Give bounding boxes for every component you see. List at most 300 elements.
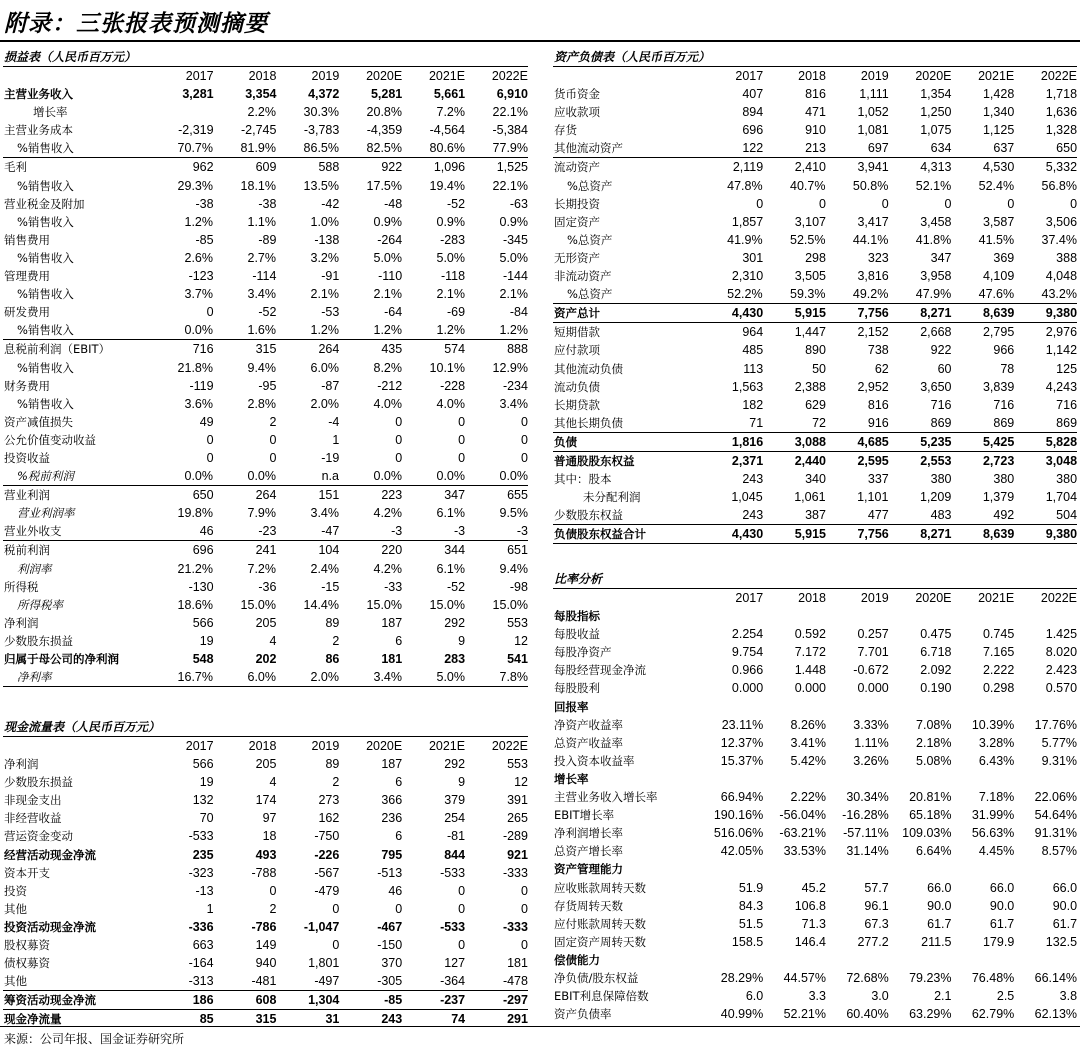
- table-cell: -333: [502, 865, 528, 880]
- table-cell: 716: [1056, 397, 1078, 412]
- table-cell: 0.592: [794, 627, 826, 642]
- table-cell: 553: [507, 757, 528, 772]
- table-row: [3, 809, 528, 827]
- table-cell: 211.5: [921, 934, 952, 949]
- table-cell: 243: [381, 1012, 403, 1027]
- table-cell: -364: [440, 974, 466, 989]
- table-cell: 0: [521, 901, 528, 916]
- table-cell: 127: [444, 956, 466, 971]
- table-cell: 9.754: [731, 645, 764, 660]
- table-cell: 964: [742, 325, 764, 340]
- table-cell: 2: [269, 414, 277, 429]
- balance-sheet-table: [553, 48, 1077, 544]
- table-cell: 6.0: [745, 989, 764, 1004]
- table-cell: 17.5%: [366, 178, 402, 193]
- table-cell: -1,047: [303, 919, 340, 934]
- table-row: [3, 650, 528, 668]
- row-label: 应付款项: [554, 343, 600, 358]
- table-cell: 241: [255, 543, 277, 558]
- row-label: 其中：股本: [554, 472, 612, 487]
- table-cell: 8.2%: [373, 360, 402, 375]
- table-cell: 3,958: [920, 269, 952, 284]
- table-cell: 2,152: [857, 325, 889, 340]
- page-title: 附录：三张报表预测摘要: [4, 10, 268, 36]
- row-label: 负债股东权益合计: [554, 527, 646, 542]
- table-cell: -52: [447, 196, 466, 211]
- table-row: [553, 842, 1077, 860]
- table-cell: 548: [192, 652, 214, 666]
- year-header: 2020E: [366, 69, 403, 83]
- table-cell: 213: [805, 141, 826, 156]
- table-cell: -16.28%: [842, 808, 889, 823]
- row-label: 增长率: [33, 105, 68, 120]
- table-cell: 634: [930, 141, 952, 156]
- table-cell: 16.7%: [177, 670, 213, 685]
- row-label: 偿债能力: [554, 952, 600, 967]
- table-cell: 2.22%: [790, 790, 826, 805]
- table-cell: -38: [258, 196, 277, 211]
- table-cell: 10.39%: [971, 717, 1015, 732]
- table-cell: 869: [993, 415, 1015, 430]
- balance-year-header: [553, 67, 1077, 85]
- table-cell: 62.79%: [971, 1007, 1015, 1022]
- table-cell: -289: [502, 829, 528, 844]
- row-label: 每股收益: [554, 627, 600, 642]
- table-row: [3, 504, 528, 522]
- table-cell: 61.7: [1052, 916, 1078, 931]
- table-cell: 3.26%: [853, 753, 889, 768]
- table-cell: 2.18%: [916, 735, 952, 750]
- table-row: [3, 395, 528, 413]
- table-cell: [952, 770, 1015, 788]
- table-cell: [826, 951, 889, 969]
- table-cell: 96.1: [864, 898, 889, 913]
- table-cell: 6.64%: [916, 844, 952, 859]
- row-label: %销售收入: [17, 250, 74, 265]
- table-cell: 2,440: [794, 453, 826, 468]
- table-cell: 0: [332, 938, 340, 953]
- row-label: 毛利: [4, 160, 27, 175]
- table-cell: 162: [318, 811, 340, 826]
- table-cell: -95: [258, 378, 277, 393]
- table-row: [553, 396, 1077, 414]
- table-cell: 1,101: [857, 490, 889, 505]
- table-cell: 104: [318, 543, 340, 558]
- table-cell: 1,857: [731, 214, 764, 229]
- table-cell: 6.718: [920, 645, 952, 660]
- table-cell: 8,639: [982, 306, 1015, 321]
- table-cell: 0: [206, 450, 214, 465]
- year-header: 2018: [248, 739, 277, 753]
- table-cell: 3,088: [794, 434, 826, 449]
- table-cell: -567: [314, 865, 340, 880]
- year-header: 2017: [185, 739, 214, 753]
- table-row: [553, 933, 1077, 951]
- table-cell: 18.1%: [240, 178, 276, 193]
- table-cell: 20.81%: [909, 790, 952, 805]
- table-cell: -48: [384, 196, 403, 211]
- table-cell: 3.6%: [184, 396, 213, 411]
- table-cell: [826, 860, 889, 878]
- table-cell: 407: [742, 87, 764, 102]
- table-row: [3, 522, 528, 541]
- row-label: 其他流动负债: [554, 361, 623, 376]
- table-cell: 15.0%: [492, 597, 528, 612]
- table-row: [553, 231, 1077, 249]
- table-cell: 637: [993, 141, 1015, 156]
- table-cell: 291: [507, 1012, 528, 1027]
- table-cell: [150, 103, 213, 121]
- table-cell: 8.57%: [1041, 844, 1078, 859]
- table-cell: 235: [192, 847, 214, 862]
- table-cell: 340: [805, 472, 826, 487]
- table-cell: 0: [395, 450, 403, 465]
- row-label: %销售收入: [17, 214, 74, 229]
- table-cell: 301: [742, 250, 764, 265]
- row-label: 资产减值损失: [4, 414, 73, 429]
- table-cell: 19: [199, 633, 214, 648]
- row-label: 筹资活动现金净流: [4, 993, 96, 1008]
- table-row: [3, 541, 528, 559]
- income-year-header: [3, 67, 528, 85]
- table-cell: [763, 860, 826, 878]
- table-cell: 0: [521, 450, 528, 465]
- table-cell: 380: [993, 472, 1015, 487]
- table-cell: 2: [332, 633, 340, 648]
- cash-flow-rows: [3, 755, 528, 1028]
- table-cell: 869: [930, 415, 952, 430]
- table-cell: 844: [444, 847, 466, 862]
- table-cell: 3,816: [857, 269, 889, 284]
- table-cell: 52.2%: [727, 287, 763, 302]
- table-cell: 18.6%: [177, 597, 213, 612]
- table-cell: -33: [384, 579, 403, 594]
- table-cell: 31: [325, 1012, 340, 1027]
- table-row: [3, 413, 528, 431]
- table-row: [553, 806, 1077, 824]
- table-cell: 553: [507, 615, 528, 630]
- table-cell: 7.08%: [916, 717, 952, 732]
- table-row: [3, 936, 528, 954]
- table-cell: 30.3%: [303, 105, 339, 120]
- table-cell: 4,430: [731, 306, 764, 321]
- table-cell: -53: [321, 305, 340, 320]
- year-header: 2018: [798, 591, 826, 605]
- table-cell: -89: [258, 232, 277, 247]
- table-cell: 716: [192, 342, 214, 357]
- table-row: [3, 900, 528, 918]
- table-cell: 1,816: [731, 434, 764, 449]
- table-cell: -788: [251, 865, 277, 880]
- table-cell: 13.5%: [303, 178, 339, 193]
- table-cell: 7.9%: [247, 506, 276, 521]
- table-cell: 0: [756, 196, 764, 211]
- table-cell: 2.254: [731, 627, 764, 642]
- row-label: 净负债/股东权益: [554, 970, 639, 985]
- table-cell: [1014, 770, 1077, 788]
- row-label: 流动负债: [554, 379, 600, 394]
- cash-flow-title: 现金流量表（人民币百万元）: [3, 718, 528, 737]
- table-cell: 2,952: [857, 379, 889, 394]
- table-cell: 19: [199, 775, 214, 790]
- table-row: [3, 990, 528, 1009]
- table-cell: 1,111: [859, 87, 889, 102]
- table-cell: -4: [328, 414, 340, 429]
- table-cell: 6: [395, 633, 403, 648]
- table-cell: [952, 698, 1015, 716]
- row-label: 投资: [4, 883, 27, 898]
- table-cell: 0: [458, 450, 466, 465]
- table-cell: 47.9%: [915, 287, 952, 302]
- table-cell: 122: [742, 141, 764, 156]
- table-cell: 0.570: [1045, 681, 1078, 696]
- table-cell: 816: [867, 397, 889, 412]
- table-cell: 504: [1056, 508, 1078, 523]
- table-cell: -119: [189, 378, 214, 393]
- year-header: 2020E: [915, 591, 952, 605]
- table-cell: 0: [881, 196, 889, 211]
- table-cell: 9: [458, 633, 466, 648]
- row-label: 货币资金: [554, 87, 600, 102]
- table-cell: 6: [395, 829, 403, 844]
- row-label: 税前利润: [4, 543, 50, 558]
- table-cell: 1,379: [982, 490, 1015, 505]
- table-cell: 5.08%: [916, 753, 952, 768]
- table-row: [3, 596, 528, 614]
- table-cell: -138: [314, 232, 340, 247]
- table-cell: 435: [381, 342, 403, 357]
- table-cell: [889, 607, 952, 625]
- table-cell: 283: [444, 652, 466, 666]
- table-cell: 56.63%: [971, 826, 1015, 841]
- table-cell: -513: [377, 865, 403, 880]
- table-cell: 1,354: [920, 87, 952, 102]
- table-row: [3, 231, 528, 249]
- row-label: 其他长期负债: [554, 415, 623, 430]
- table-cell: 4,530: [982, 160, 1015, 175]
- table-cell: 174: [255, 793, 277, 808]
- table-cell: -91: [321, 269, 340, 284]
- table-cell: 2,553: [920, 453, 952, 468]
- table-cell: 47.6%: [978, 287, 1015, 302]
- year-header: 2022E: [1040, 69, 1078, 83]
- table-cell: 1.448: [794, 663, 826, 678]
- table-cell: 66.0: [927, 880, 952, 895]
- header-spacer: [553, 67, 700, 85]
- row-label: %销售收入: [17, 141, 74, 156]
- table-cell: 146.4: [794, 934, 826, 949]
- row-label: 所得税率: [17, 597, 63, 612]
- table-cell: 2.222: [982, 663, 1015, 678]
- table-cell: 0: [944, 196, 952, 211]
- table-cell: 52.5%: [790, 232, 826, 247]
- table-cell: 370: [381, 956, 403, 971]
- table-cell: 2.1%: [310, 287, 339, 302]
- table-cell: -212: [377, 378, 403, 393]
- ratio-year-header: [553, 589, 1077, 607]
- table-cell: 0: [395, 901, 403, 916]
- row-label: 资本开支: [4, 865, 50, 880]
- table-row: [3, 249, 528, 267]
- row-label: 流动资产: [554, 160, 600, 175]
- row-label: 公允价值变动收益: [4, 432, 96, 447]
- table-cell: 264: [255, 488, 277, 503]
- table-cell: [700, 860, 763, 878]
- table-cell: 1,718: [1045, 87, 1078, 102]
- table-cell: 91.31%: [1034, 826, 1078, 841]
- table-cell: 655: [507, 488, 528, 503]
- row-label: 每股净资产: [554, 645, 612, 660]
- table-cell: 566: [192, 615, 214, 630]
- table-cell: 2,976: [1045, 325, 1078, 340]
- table-cell: 3,505: [794, 269, 826, 284]
- table-cell: 9.4%: [247, 360, 276, 375]
- table-row: [3, 614, 528, 632]
- table-cell: 5,915: [794, 306, 826, 321]
- row-label: 增长率: [554, 771, 589, 786]
- row-label: 固定资产周转天数: [554, 934, 646, 949]
- table-cell: 0: [521, 883, 528, 898]
- table-cell: 54.64%: [1034, 808, 1078, 823]
- table-cell: 15.0%: [240, 597, 276, 612]
- table-cell: 869: [1056, 415, 1078, 430]
- table-cell: -19: [321, 450, 340, 465]
- table-cell: 12: [514, 775, 528, 790]
- table-cell: -226: [314, 847, 340, 862]
- table-cell: 816: [805, 87, 826, 102]
- table-cell: 277.2: [857, 934, 889, 949]
- table-cell: 12.37%: [720, 735, 764, 750]
- table-cell: 50.8%: [852, 178, 889, 193]
- table-cell: 2.7%: [247, 250, 276, 265]
- table-cell: -533: [440, 919, 466, 934]
- table-cell: 1,328: [1045, 123, 1078, 138]
- table-cell: 651: [507, 543, 528, 558]
- table-row: [553, 716, 1077, 734]
- table-cell: -5,384: [492, 123, 528, 138]
- row-label: 现金净流量: [4, 1012, 62, 1027]
- table-cell: 3,354: [245, 87, 277, 102]
- table-cell: 15.0%: [366, 597, 402, 612]
- table-cell: -38: [195, 196, 214, 211]
- table-cell: 81.9%: [240, 141, 276, 156]
- table-row: [553, 788, 1077, 806]
- row-label: 每股股利: [554, 681, 600, 696]
- table-cell: 70: [199, 811, 214, 826]
- year-header: 2018: [798, 69, 826, 83]
- table-cell: 366: [381, 793, 403, 808]
- table-cell: 265: [507, 811, 528, 826]
- table-row: [3, 755, 528, 773]
- row-label: 存货周转天数: [554, 898, 623, 913]
- table-cell: 1,081: [857, 123, 889, 138]
- table-row: [553, 951, 1077, 969]
- table-cell: 1,052: [857, 105, 889, 120]
- table-cell: 485: [742, 343, 764, 358]
- table-cell: -479: [314, 883, 340, 898]
- table-cell: 1,636: [1045, 105, 1078, 120]
- table-cell: 2.4%: [310, 561, 339, 576]
- table-cell: -2,745: [241, 123, 277, 138]
- table-cell: 0: [819, 196, 826, 211]
- table-cell: -237: [440, 993, 466, 1008]
- table-cell: 5,332: [1045, 160, 1078, 175]
- table-cell: 1,340: [982, 105, 1015, 120]
- table-cell: 2.8%: [247, 396, 276, 411]
- table-cell: 45.2: [801, 880, 826, 895]
- year-header: 2022E: [1040, 591, 1078, 605]
- table-cell: 0.966: [731, 663, 764, 678]
- row-label: 营业利润: [4, 488, 50, 503]
- table-cell: -323: [188, 865, 214, 880]
- table-cell: 3.33%: [853, 717, 889, 732]
- table-cell: 18: [262, 829, 277, 844]
- table-cell: 1,250: [920, 105, 952, 120]
- table-cell: 6.1%: [436, 561, 465, 576]
- table-cell: 31.99%: [971, 808, 1015, 823]
- table-cell: 0: [1007, 196, 1015, 211]
- row-label: %税前利润: [17, 469, 74, 484]
- table-cell: 86: [325, 652, 340, 666]
- table-cell: 15.0%: [429, 597, 465, 612]
- table-row: [3, 321, 528, 340]
- table-cell: 158.5: [731, 934, 764, 949]
- table-cell: -4,564: [429, 123, 466, 138]
- table-cell: 1,447: [794, 325, 826, 340]
- table-cell: 52.1%: [915, 178, 952, 193]
- table-cell: 72: [812, 415, 826, 430]
- table-cell: 5,828: [1045, 434, 1078, 449]
- table-row: [553, 1005, 1077, 1023]
- row-label: 研发费用: [4, 305, 50, 320]
- title-divider: [0, 40, 1080, 42]
- table-cell: [763, 770, 826, 788]
- table-row: [553, 103, 1077, 121]
- table-cell: 2,371: [731, 453, 764, 468]
- table-cell: -297: [502, 993, 528, 1008]
- table-cell: 323: [867, 250, 889, 265]
- row-label: 非流动资产: [554, 269, 612, 284]
- row-label: 投资收益: [4, 450, 50, 465]
- table-cell: 7,756: [857, 306, 889, 321]
- table-cell: 66.14%: [1034, 970, 1078, 985]
- income-statement-title: 损益表（人民币百万元）: [3, 48, 528, 67]
- table-cell: 3.4%: [310, 506, 339, 521]
- table-cell: 3,650: [920, 379, 952, 394]
- table-cell: [763, 607, 826, 625]
- row-label: 净利润增长率: [554, 826, 623, 841]
- table-cell: -98: [509, 579, 528, 594]
- table-cell: 2.6%: [184, 250, 213, 265]
- table-cell: 2: [332, 775, 340, 790]
- year-header: 2017: [735, 591, 764, 605]
- ratio-analysis-table: [553, 570, 1077, 1023]
- table-cell: 72.68%: [846, 970, 889, 985]
- table-cell: 74: [451, 1012, 466, 1027]
- table-cell: 7.8%: [499, 670, 528, 685]
- table-cell: 23.11%: [721, 717, 764, 732]
- table-cell: [826, 607, 889, 625]
- table-cell: 7.2%: [436, 105, 465, 120]
- table-cell: 7.2%: [247, 561, 276, 576]
- table-cell: 0: [521, 938, 528, 953]
- table-cell: 89: [325, 615, 340, 630]
- table-row: [553, 969, 1077, 987]
- table-cell: 1.2%: [310, 323, 339, 338]
- table-cell: 4.2%: [373, 506, 402, 521]
- table-cell: 337: [867, 472, 889, 487]
- table-row: [553, 360, 1077, 378]
